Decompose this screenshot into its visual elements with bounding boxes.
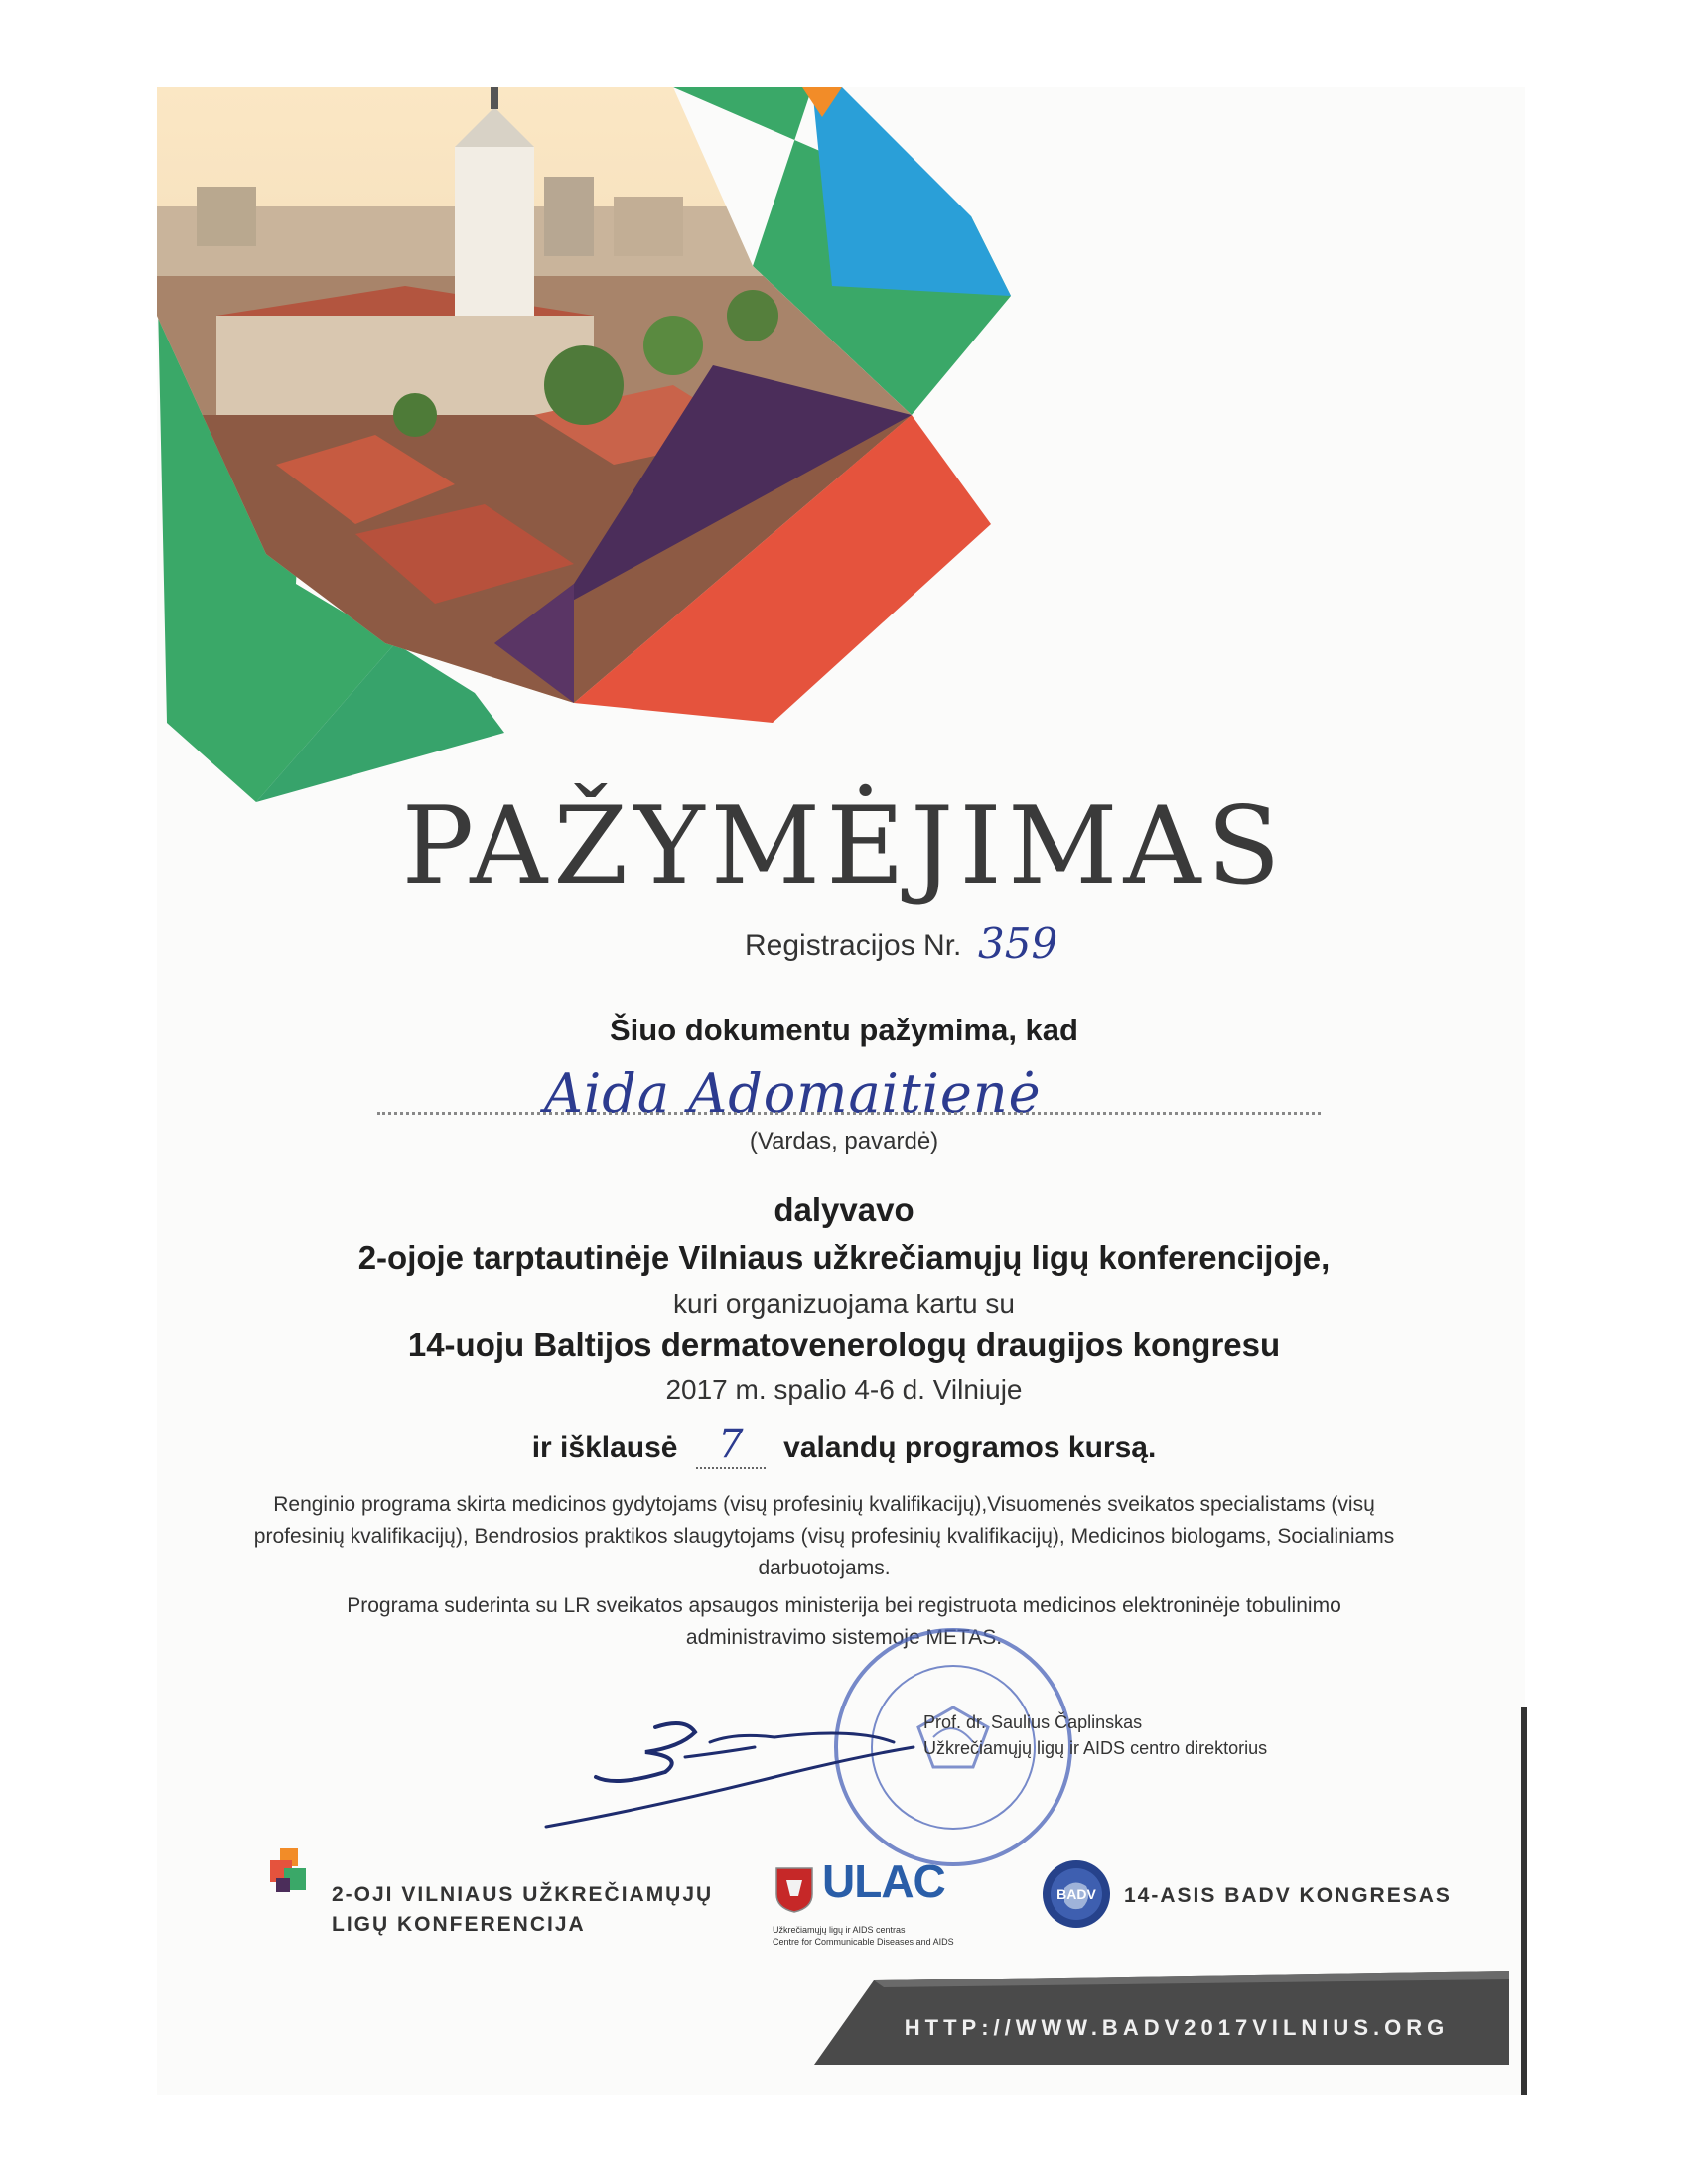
registration-label: Registracijos Nr. xyxy=(745,929,962,962)
paper-edge-shadow xyxy=(1521,1707,1527,2095)
ulac-logo-text: ULAC xyxy=(822,1855,945,1907)
registration-number: 359 xyxy=(978,919,1058,968)
ulac-subtitle-lt: Užkrečiamųjų ligų ir AIDS centras xyxy=(773,1925,906,1935)
conference-logo-line1: 2-OJI VILNIAUS UŽKREČIAMŲJŲ xyxy=(332,1883,714,1906)
organized-line: kuri organizuojama kartu su xyxy=(673,1289,1015,1319)
conference-logo-icon xyxy=(270,1848,320,1898)
participated-line: dalyvavo xyxy=(774,1191,914,1228)
website-url: HTTP://WWW.BADV2017VILNIUS.ORG xyxy=(904,2015,1450,2040)
badv-logo-icon xyxy=(1041,1858,1112,1930)
header-artwork xyxy=(157,87,1051,802)
signatory-title: Užkrečiamųjų ligų ir AIDS centro direktorius xyxy=(923,1738,1268,1758)
date-line: 2017 m. spalio 4-6 d. Vilniuje xyxy=(665,1374,1023,1405)
hours-line xyxy=(199,1422,1489,1469)
signatory-name: Prof. dr. Saulius Čaplinskas xyxy=(923,1712,1143,1732)
conference-line: 2-ojoje tarptautinėje Vilniaus užkrečiamųjų ligų konferencijoje, xyxy=(357,1239,1331,1276)
congress-line: 14-uoju Baltijos dermatovenerologų draugijos kongresu xyxy=(407,1326,1281,1363)
badv-badge-text: BADV xyxy=(1056,1886,1096,1902)
conference-logo-text xyxy=(332,1880,713,1940)
hours-suffix: valandų programos kursą. xyxy=(783,1432,1157,1464)
ulac-crest-icon xyxy=(774,1866,814,1914)
name-dotted-line xyxy=(377,1112,1321,1115)
program-paragraph: Renginio programa skirta medicinos gydytojams (visų profesinių kvalifikacijų),Visuomenės sveikatos specialistams (visų profesinių kvalifikacijų), Bendrosios praktikos slaugytojams (visų profesinių kvalifikacijų), Medicinos biologams, Socialiniams darbuotojams. xyxy=(253,1493,1395,1579)
intro-text: Šiuo dokumentu pažymima, kad xyxy=(610,1013,1078,1047)
approval-paragraph: Programa suderinta su LR sveikatos apsaugos ministerija bei registruota medicinos elektroninėje tobulinimo administravimo sistemoje METAS. xyxy=(347,1594,1341,1649)
name-caption: (Vardas, pavardė) xyxy=(749,1128,939,1155)
recipient-name: Aida Adomaitienė xyxy=(544,1062,1042,1125)
blue-shape xyxy=(812,87,1011,296)
handwritten-signature xyxy=(536,1698,973,1837)
badv-logo-text: 14-ASIS BADV KONGRESAS xyxy=(1124,1884,1452,1907)
conference-logo-line2: LIGŲ KONFERENCIJA xyxy=(332,1913,586,1936)
signatory-block xyxy=(923,1709,1267,1761)
hours-prefix: ir išklausė xyxy=(531,1432,678,1464)
ulac-subtitle xyxy=(773,1924,954,1948)
certificate-title: PAŽYMĖJIMAS xyxy=(401,784,1287,908)
ulac-subtitle-en: Centre for Communicable Diseases and AIDS xyxy=(773,1937,954,1947)
hours-value: 7 xyxy=(696,1422,766,1469)
